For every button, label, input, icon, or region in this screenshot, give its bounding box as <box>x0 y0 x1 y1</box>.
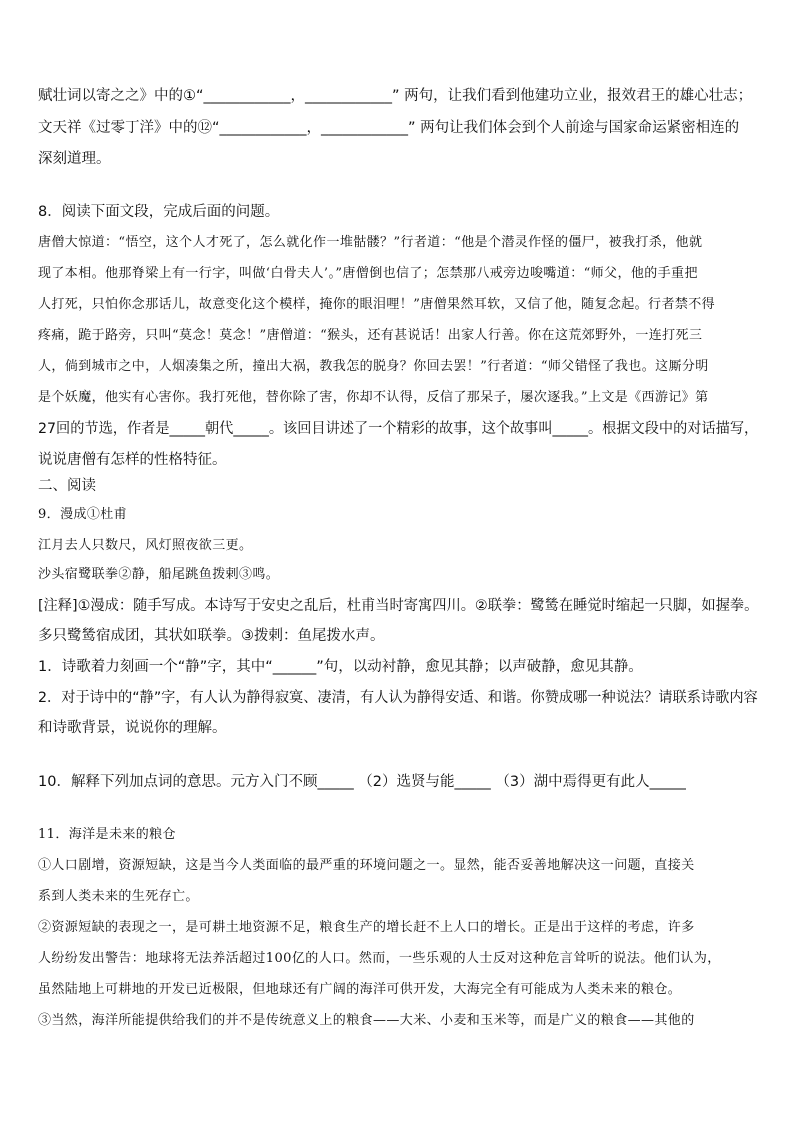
q8-passage-line: 是个妖魔，他实有心害你。我打死他，替你除了害，你却不认得，反信了那呆子，屡次逐我。”上文是《西游记》第 <box>38 390 709 405</box>
q11-paragraph-line: ③当然，海洋所能提供给我们的并不是传统意义上的粮食——大米、小麦和玉米等，而是广义的粮食——其他的 <box>38 1013 695 1028</box>
q11-paragraph-line: 人纷纷发出警告：地球将无法养活超过100亿的人口。然而，一些乐观的人士反对这种危言耸听的说法。他们认为， <box>38 951 721 966</box>
q8-title: 8．阅读下面文段，完成后面的问题。 <box>38 204 280 220</box>
q9-sub2-line: 2．对于诗中的“静”字，有人认为静得寂寞、凄清，有人认为静得安适、和谐。你赞成哪一种说法？请联系诗歌内容 <box>38 690 758 706</box>
q11-paragraph-line: ②资源短缺的表现之一，是可耕土地资源不足，粮食生产的增长赶不上人口的增长。正是出于这样的考虑，许多 <box>38 920 695 935</box>
q9-note-line: [注释]①漫成：随手写成。本诗写于安史之乱后，杜甫当时寄寓四川。②联拳：鹭鸶在睡觉时缩起一只脚，如握拳。 <box>38 598 759 614</box>
poem-line: 江月去人只数尺，风灯照夜欲三更。 <box>38 538 253 553</box>
poem-line: 沙头宿鹭联拳②静，船尾跳鱼拨剌③鸣。 <box>38 567 280 582</box>
q9-sub2-line: 和诗歌背景，说说你的理解。 <box>38 720 227 736</box>
q10-line: 10．解释下列加点词的意思。元方入门不顾_____ （2）选贤与能_____ （3）湖中焉得更有此人_____ <box>38 774 686 790</box>
q11-title: 11．海洋是未来的粮仓 <box>38 827 176 842</box>
q7-line2: 文天祥《过零丁洋》中的⑫“____________，____________” 两句让我们体会到个人前途与国家命运紧密相连的 <box>38 120 740 136</box>
q11-paragraph-line: 虽然陆地上可耕地的开发已近极限，但地球还有广阔的海洋可供开发，大海完全有可能成为人类未来的粮仓。 <box>38 982 682 997</box>
q8-passage-line: 人，倘到城市之中，人烟凑集之所，撞出大祸，教我怎的脱身？你回去罢！”行者道：“师父错怪了我也。这厮分明 <box>38 359 709 374</box>
q9-sub1: 1．诗歌着力刻画一个“静”字，其中“______”句，以动衬静，愈见其静；以声破静，愈见其静。 <box>38 659 643 675</box>
q8-question-line: 说说唐僧有怎样的性格特征。 <box>38 452 227 468</box>
q8-question-line: 27回的节选，作者是_____朝代_____。该回目讲述了一个精彩的故事，这个故事叫_____。根据文段中的对话描写， <box>38 421 759 437</box>
q8-passage-line: 人打死，只怕你念那话儿，故意变化这个模样，掩你的眼泪哩！”唐僧果然耳软，又信了他，随复念起。行者禁不得 <box>38 297 716 312</box>
section-heading: 二、阅读 <box>38 478 96 494</box>
q8-passage-line: 现了本相。他那脊梁上有一行字，叫做‘白骨夫人’。”唐僧倒也信了；怎禁那八戒旁边唆嘴道：“师父，他的手重把 <box>38 266 698 281</box>
q11-paragraph-line: ①人口剧增，资源短缺，这是当今人类面临的最严重的环境问题之一。显然，能否妥善地解决这一问题，直接关 <box>38 858 695 873</box>
q9-title: 9．漫成①杜甫 <box>38 507 128 522</box>
q9-note-line: 多只鹭鸶宿成团，其状如联拳。③拨剌：鱼尾拨水声。 <box>38 628 385 644</box>
q7-line3: 深刻道理。 <box>38 151 111 167</box>
q8-passage-line: 唐僧大惊道：“悟空，这个人才死了，怎么就化作一堆骷髅？”行者道：“他是个潜灵作怪的僵尸，被我打杀，他就 <box>38 235 703 250</box>
q11-paragraph-line: 系到人类未来的生死存亡。 <box>38 889 199 904</box>
q8-passage-line: 疼痛，跪于路旁，只叫“莫念！莫念！”唐僧道：“猴头，还有甚说话！出家人行善。你在这荒郊野外，一连打死三 <box>38 328 703 343</box>
q7-line1: 赋壮词以寄之之》中的①“____________，____________” 两句，让我们看到他建功立业，报效君王的雄心壮志； <box>38 88 753 104</box>
